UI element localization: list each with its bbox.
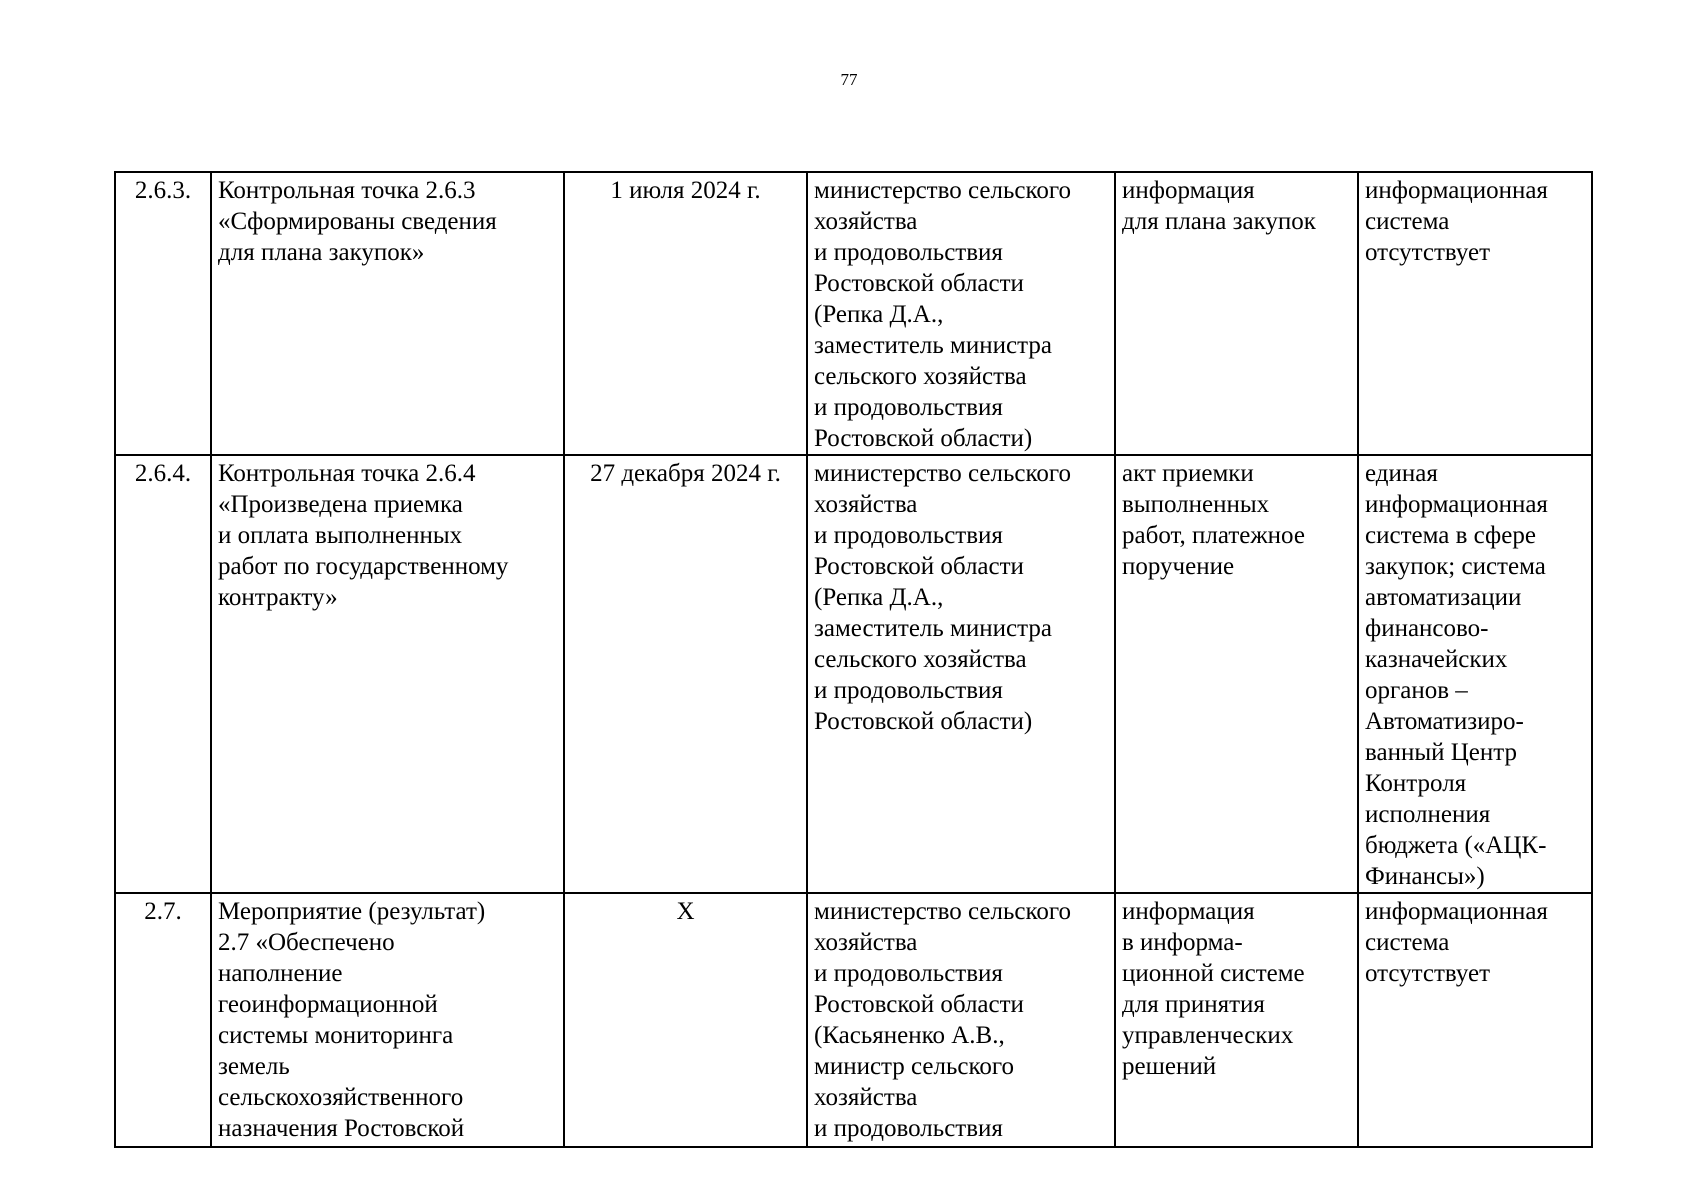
cell-text-line: Ростовской области) <box>814 425 1033 452</box>
cell-text-line: закупок; система <box>1365 553 1546 580</box>
cell-text-line: Финансы») <box>1365 863 1485 890</box>
cell-text: X <box>676 898 695 925</box>
cell-text-line: наполнение <box>218 960 343 987</box>
table-row <box>115 893 1592 1147</box>
cell-text-line: сельскохозяйственного <box>218 1084 464 1111</box>
cell-text-line: для плана закупок <box>1122 208 1316 235</box>
cell-text-line: и продовольствия <box>814 960 1003 987</box>
cell-text-line: и оплата выполненных <box>218 522 463 549</box>
confirming-document-cell <box>1115 172 1358 455</box>
cell-text-line: (Репка Д.А., <box>814 584 944 611</box>
cell-text-line: назначения Ростовской <box>218 1115 465 1142</box>
cell-text: 27 декабря 2024 г. <box>590 460 781 487</box>
responsible-executor-cell <box>807 172 1115 455</box>
cell-text-line: казначейских <box>1365 646 1508 673</box>
responsible-executor-cell <box>807 893 1115 1147</box>
cell-text-line: ционной системе <box>1122 960 1305 987</box>
cell-text-line: «Произведена приемка <box>218 491 463 518</box>
cell-text-line: и продовольствия <box>814 239 1003 266</box>
cell-text-line: хозяйства <box>814 208 918 235</box>
row-number-cell <box>115 172 211 455</box>
information-system-cell <box>1358 172 1592 455</box>
cell-text-line: исполнения <box>1365 801 1491 828</box>
due-date-cell <box>564 893 807 1147</box>
cell-text-line: отсутствует <box>1365 960 1491 987</box>
cell-text-line: для принятия <box>1122 991 1265 1018</box>
cell-text-line: информационная <box>1365 898 1548 925</box>
cell-text-line: заместитель министра <box>814 332 1052 359</box>
cell-text-line: ванный Центр <box>1365 739 1518 766</box>
cell-text-line: «Сформированы сведения <box>218 208 497 235</box>
cell-text-line: работ по государственному <box>218 553 509 580</box>
cell-text: 2.6.4. <box>134 460 192 487</box>
cell-text-line: (Касьяненко А.В., <box>814 1022 1005 1049</box>
cell-text-line: контракту» <box>218 584 338 611</box>
cell-text-line: земель <box>218 1053 290 1080</box>
cell-text-line: бюджета («АЦК- <box>1365 832 1547 859</box>
cell-text-line: поручение <box>1122 553 1235 580</box>
due-date-cell <box>564 455 807 893</box>
cell-text-line: и продовольствия <box>814 394 1003 421</box>
cell-text-line: и продовольствия <box>814 1115 1003 1142</box>
cell-text-line: акт приемки <box>1122 460 1254 487</box>
cell-text-line: Контроля <box>1365 770 1467 797</box>
cell-text-line: отсутствует <box>1365 239 1491 266</box>
cell-text: 1 июля 2024 г. <box>610 177 761 204</box>
cell-text-line: система в сфере <box>1365 522 1536 549</box>
cell-text-line: система <box>1365 929 1450 956</box>
cell-text-line: в информа- <box>1122 929 1243 956</box>
cell-text-line: министр сельского <box>814 1053 1015 1080</box>
cell-text-line: Автоматизиро- <box>1365 708 1524 735</box>
cell-text-line: выполненных <box>1122 491 1270 518</box>
cell-text-line: системы мониторинга <box>218 1022 454 1049</box>
cell-text-line: Ростовской области <box>814 991 1024 1018</box>
cell-text-line: управленческих <box>1122 1022 1294 1049</box>
information-system-cell <box>1358 455 1592 893</box>
cell-text-line: информационная <box>1365 177 1548 204</box>
cell-text-line: хозяйства <box>814 929 918 956</box>
cell-text-line: заместитель министра <box>814 615 1052 642</box>
cell-text-line: министерство сельского <box>814 177 1071 204</box>
cell-text-line: сельского хозяйства <box>814 646 1027 673</box>
cell-text-line: информация <box>1122 177 1255 204</box>
cell-text-line: информация <box>1122 898 1255 925</box>
cell-text: 2.6.3. <box>134 177 192 204</box>
cell-text-line: Контрольная точка 2.6.3 <box>218 177 476 204</box>
cell-text-line: Контрольная точка 2.6.4 <box>218 460 476 487</box>
cell-text-line: 2.7 «Обеспечено <box>218 929 395 956</box>
cell-text-line: для плана закупок» <box>218 239 425 266</box>
cell-text-line: органов – <box>1365 677 1468 704</box>
control-point-name-cell <box>211 455 564 893</box>
cell-text-line: решений <box>1122 1053 1217 1080</box>
control-point-name-cell <box>211 893 564 1147</box>
cell-text-line: финансово- <box>1365 615 1489 642</box>
confirming-document-cell <box>1115 893 1358 1147</box>
cell-text-line: министерство сельского <box>814 460 1071 487</box>
cell-text-line: хозяйства <box>814 1084 918 1111</box>
cell-text-line: Ростовской области <box>814 553 1024 580</box>
cell-text-line: работ, платежное <box>1122 522 1305 549</box>
row-number-cell <box>115 455 211 893</box>
cell-text: 2.7. <box>144 898 182 925</box>
due-date-cell <box>564 172 807 455</box>
cell-text-line: единая <box>1365 460 1438 487</box>
cell-text-line: министерство сельского <box>814 898 1071 925</box>
cell-text-line: Мероприятие (результат) <box>218 898 486 925</box>
cell-text-line: Ростовской области <box>814 270 1024 297</box>
information-system-cell <box>1358 893 1592 1147</box>
table-row <box>115 455 1592 893</box>
cell-text-line: и продовольствия <box>814 677 1003 704</box>
cell-text-line: хозяйства <box>814 491 918 518</box>
cell-text-line: геоинформационной <box>218 991 438 1018</box>
page-number: 77 <box>840 70 858 89</box>
confirming-document-cell <box>1115 455 1358 893</box>
cell-text-line: информационная <box>1365 491 1548 518</box>
table-row <box>115 172 1592 455</box>
row-number-cell <box>115 893 211 1147</box>
cell-text-line: автоматизации <box>1365 584 1522 611</box>
control-points-table <box>114 171 1593 1148</box>
control-point-name-cell <box>211 172 564 455</box>
cell-text-line: система <box>1365 208 1450 235</box>
cell-text-line: и продовольствия <box>814 522 1003 549</box>
cell-text-line: (Репка Д.А., <box>814 301 944 328</box>
cell-text-line: Ростовской области) <box>814 708 1033 735</box>
cell-text-line: сельского хозяйства <box>814 363 1027 390</box>
responsible-executor-cell <box>807 455 1115 893</box>
